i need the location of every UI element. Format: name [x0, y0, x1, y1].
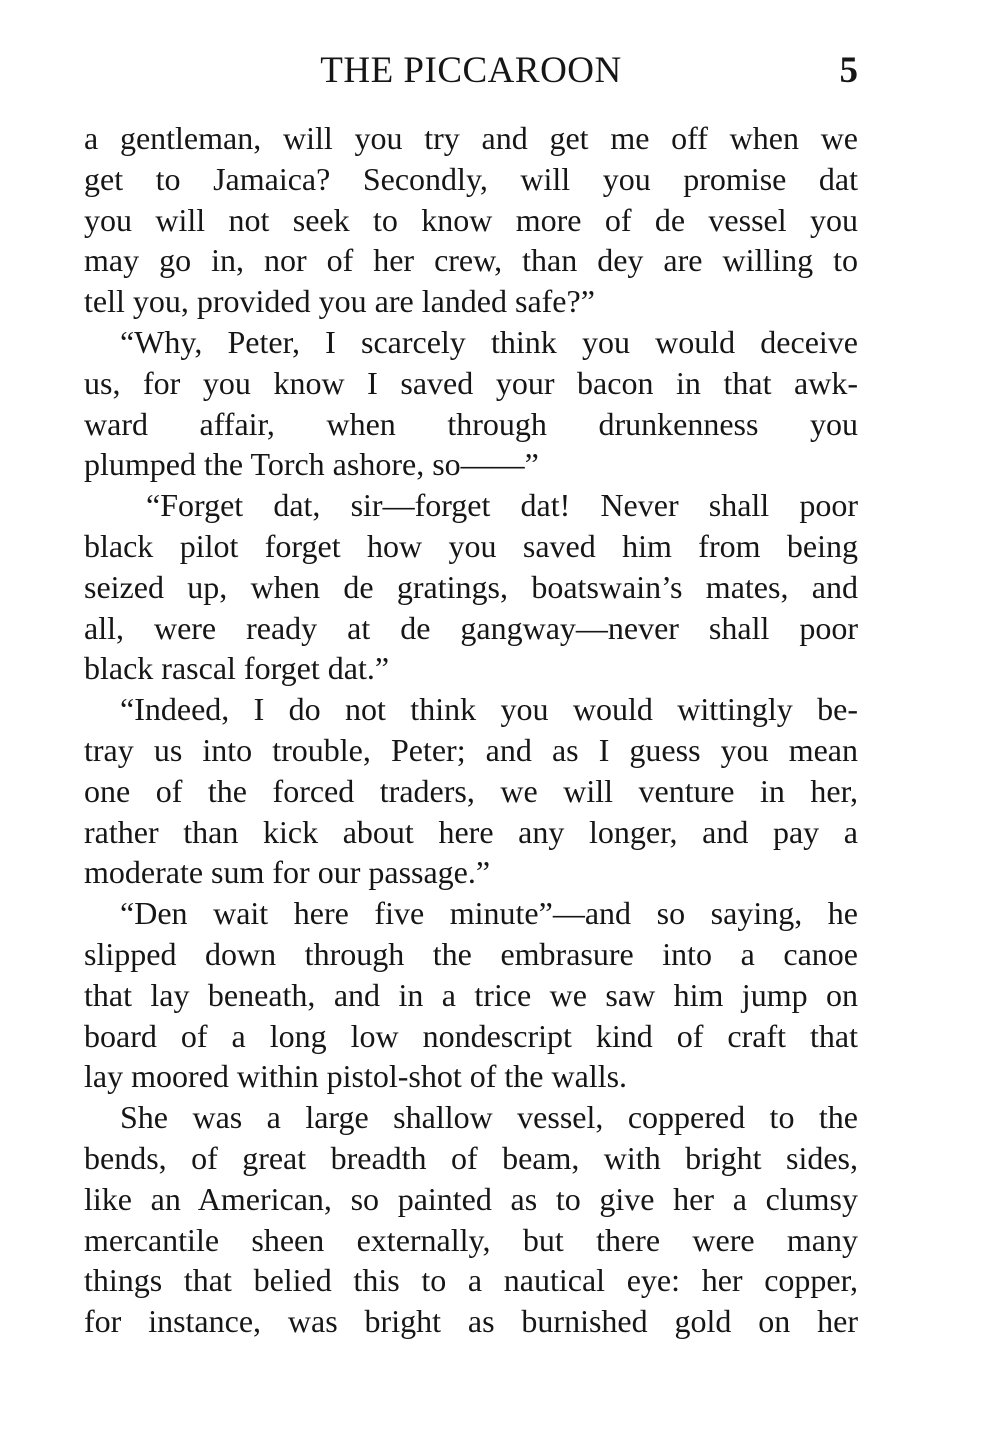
- text-line: may go in, nor of her crew, than dey are willing to: [84, 242, 858, 279]
- body-text: [84, 118, 858, 1342]
- text-line: tray us into trouble, Peter; and as I guess you mean: [84, 731, 858, 768]
- text-line: seized up, when de gratings, boatswain’s mates, and: [84, 568, 858, 605]
- text-line: like an American, so painted as to give her a clumsy: [84, 1180, 858, 1217]
- text-line: “Why, Peter, I scarcely think you would deceive: [120, 323, 858, 360]
- text-line: tell you, provided you are landed safe?”: [84, 283, 595, 320]
- text-line: board of a long low nondescript kind of craft that: [84, 1017, 858, 1054]
- text-line: plumped the Torch ashore, so——”: [84, 446, 539, 483]
- text-line: mercantile sheen externally, but there were many: [84, 1221, 858, 1258]
- text-line: rather than kick about here any longer, and pay a: [84, 813, 858, 850]
- text-line: all, were ready at de gangway—never shall poor: [84, 609, 858, 646]
- text-line: you will not seek to know more of de vessel you: [84, 201, 858, 238]
- text-line: “Indeed, I do not think you would wittingly be-: [120, 691, 858, 728]
- page-number: 5: [839, 50, 858, 91]
- text-line: get to Jamaica? Secondly, will you promise dat: [84, 160, 858, 197]
- running-title: THE PICCAROON: [320, 50, 622, 91]
- text-line: that lay beneath, and in a trice we saw him jump on: [84, 976, 858, 1013]
- text-line: “Den wait here five minute”—and so saying, he: [120, 895, 858, 932]
- text-line: for instance, was bright as burnished gold on her: [84, 1303, 858, 1340]
- text-line: black pilot forget how you saved him from being: [84, 527, 858, 564]
- text-line: She was a large shallow vessel, coppered to the: [120, 1099, 858, 1136]
- text-line: bends, of great breadth of beam, with bright sides,: [84, 1139, 858, 1176]
- text-line: a gentleman, will you try and get me off when we: [84, 120, 858, 156]
- text-line: us, for you know I saved your bacon in that awk-: [84, 364, 858, 401]
- text-line: ward affair, when through drunkenness you: [84, 405, 858, 442]
- text-line: slipped down through the embrasure into a canoe: [84, 935, 858, 972]
- text-line: one of the forced traders, we will venture in her,: [84, 772, 858, 809]
- text-line: “Forget dat, sir—forget dat! Never shall poor: [146, 487, 858, 524]
- running-header: [84, 46, 858, 96]
- text-line: black rascal forget dat.”: [84, 650, 390, 687]
- text-line: lay moored within pistol-shot of the walls.: [84, 1058, 628, 1095]
- text-line: moderate sum for our passage.”: [84, 854, 491, 891]
- text-line: things that belied this to a nautical eye: her copper,: [84, 1262, 858, 1299]
